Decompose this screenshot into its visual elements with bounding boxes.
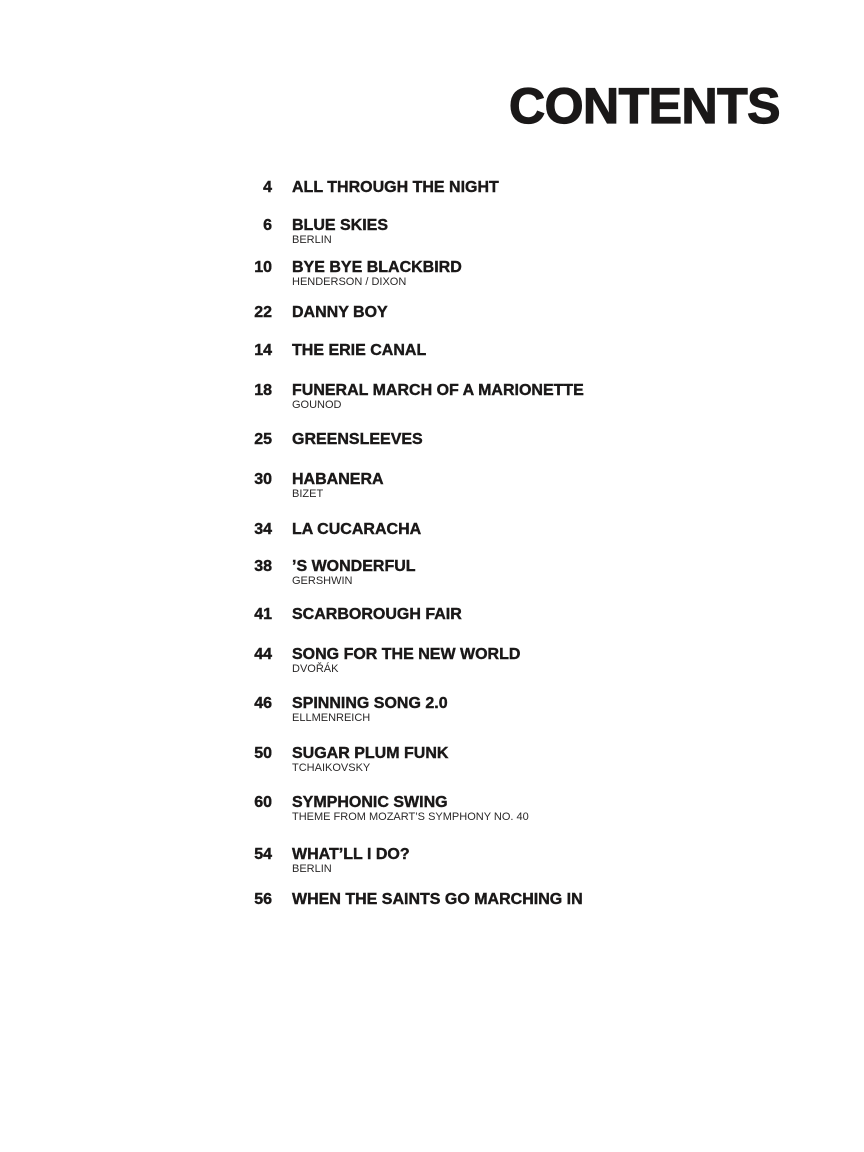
- composer: BERLIN: [292, 863, 332, 875]
- contents-entry: [0, 521, 864, 561]
- song-title: SPINNING SONG 2.0: [292, 695, 448, 712]
- song-title: DANNY BOY: [292, 304, 388, 321]
- composer: GERSHWIN: [292, 575, 353, 587]
- composer: TCHAIKOVSKY: [292, 762, 371, 774]
- song-title: WHAT’LL I DO?: [292, 846, 410, 863]
- contents-entry: [0, 745, 864, 785]
- song-title: SCARBOROUGH FAIR: [292, 606, 462, 623]
- page-number: 6: [263, 217, 272, 234]
- page-number: 41: [254, 606, 272, 623]
- page-number: 60: [254, 794, 272, 811]
- song-title: BYE BYE BLACKBIRD: [292, 259, 462, 276]
- song-title: ALL THROUGH THE NIGHT: [292, 179, 499, 196]
- page-number: 46: [254, 695, 272, 712]
- page-number: 56: [254, 891, 272, 908]
- contents-entry: [0, 695, 864, 735]
- contents-entry: [0, 646, 864, 686]
- contents-entry: [0, 259, 864, 299]
- page-number: 34: [254, 521, 272, 538]
- contents-entry: [0, 304, 864, 344]
- composer: ELLMENREICH: [292, 712, 371, 724]
- composer: THEME FROM MOZART’S SYMPHONY NO. 40: [292, 811, 529, 823]
- song-title: FUNERAL MARCH OF A MARIONETTE: [292, 382, 584, 399]
- composer: GOUNOD: [292, 399, 342, 411]
- page-number: 54: [254, 846, 272, 863]
- page-number: 38: [254, 558, 272, 575]
- song-title: ’S WONDERFUL: [292, 558, 416, 575]
- song-title: HABANERA: [292, 471, 384, 488]
- contents-entry: [0, 846, 864, 886]
- contents-entry: [0, 606, 864, 646]
- composer: DVOŘÁK: [292, 663, 339, 675]
- song-title: BLUE SKIES: [292, 217, 389, 234]
- song-title: LA CUCARACHA: [292, 521, 422, 538]
- contents-entry: [0, 794, 864, 834]
- song-title: THE ERIE CANAL: [292, 342, 427, 359]
- contents-entry: [0, 382, 864, 422]
- song-title: SONG FOR THE NEW WORLD: [292, 646, 521, 663]
- composer: HENDERSON / DIXON: [292, 276, 407, 288]
- page-title: CONTENTS: [509, 78, 780, 134]
- contents-entry: [0, 891, 864, 931]
- page-number: 30: [254, 471, 272, 488]
- page-number: 18: [254, 382, 272, 399]
- contents-entry: [0, 558, 864, 598]
- page-number: 4: [263, 179, 272, 196]
- song-title: WHEN THE SAINTS GO MARCHING IN: [292, 891, 583, 908]
- contents-entry: [0, 342, 864, 382]
- page-number: 50: [254, 745, 272, 762]
- song-title: GREENSLEEVES: [292, 431, 423, 448]
- page-number: 10: [254, 259, 272, 276]
- composer: BIZET: [292, 488, 324, 500]
- page-number: 14: [254, 342, 272, 359]
- page-number: 44: [254, 646, 272, 663]
- page-number: 22: [254, 304, 272, 321]
- song-title: SYMPHONIC SWING: [292, 794, 448, 811]
- composer: BERLIN: [292, 234, 332, 246]
- contents-entry: [0, 431, 864, 471]
- contents-entry: [0, 471, 864, 511]
- song-title: SUGAR PLUM FUNK: [292, 745, 449, 762]
- contents-entry: [0, 217, 864, 257]
- contents-entry: [0, 179, 864, 219]
- page-number: 25: [254, 431, 272, 448]
